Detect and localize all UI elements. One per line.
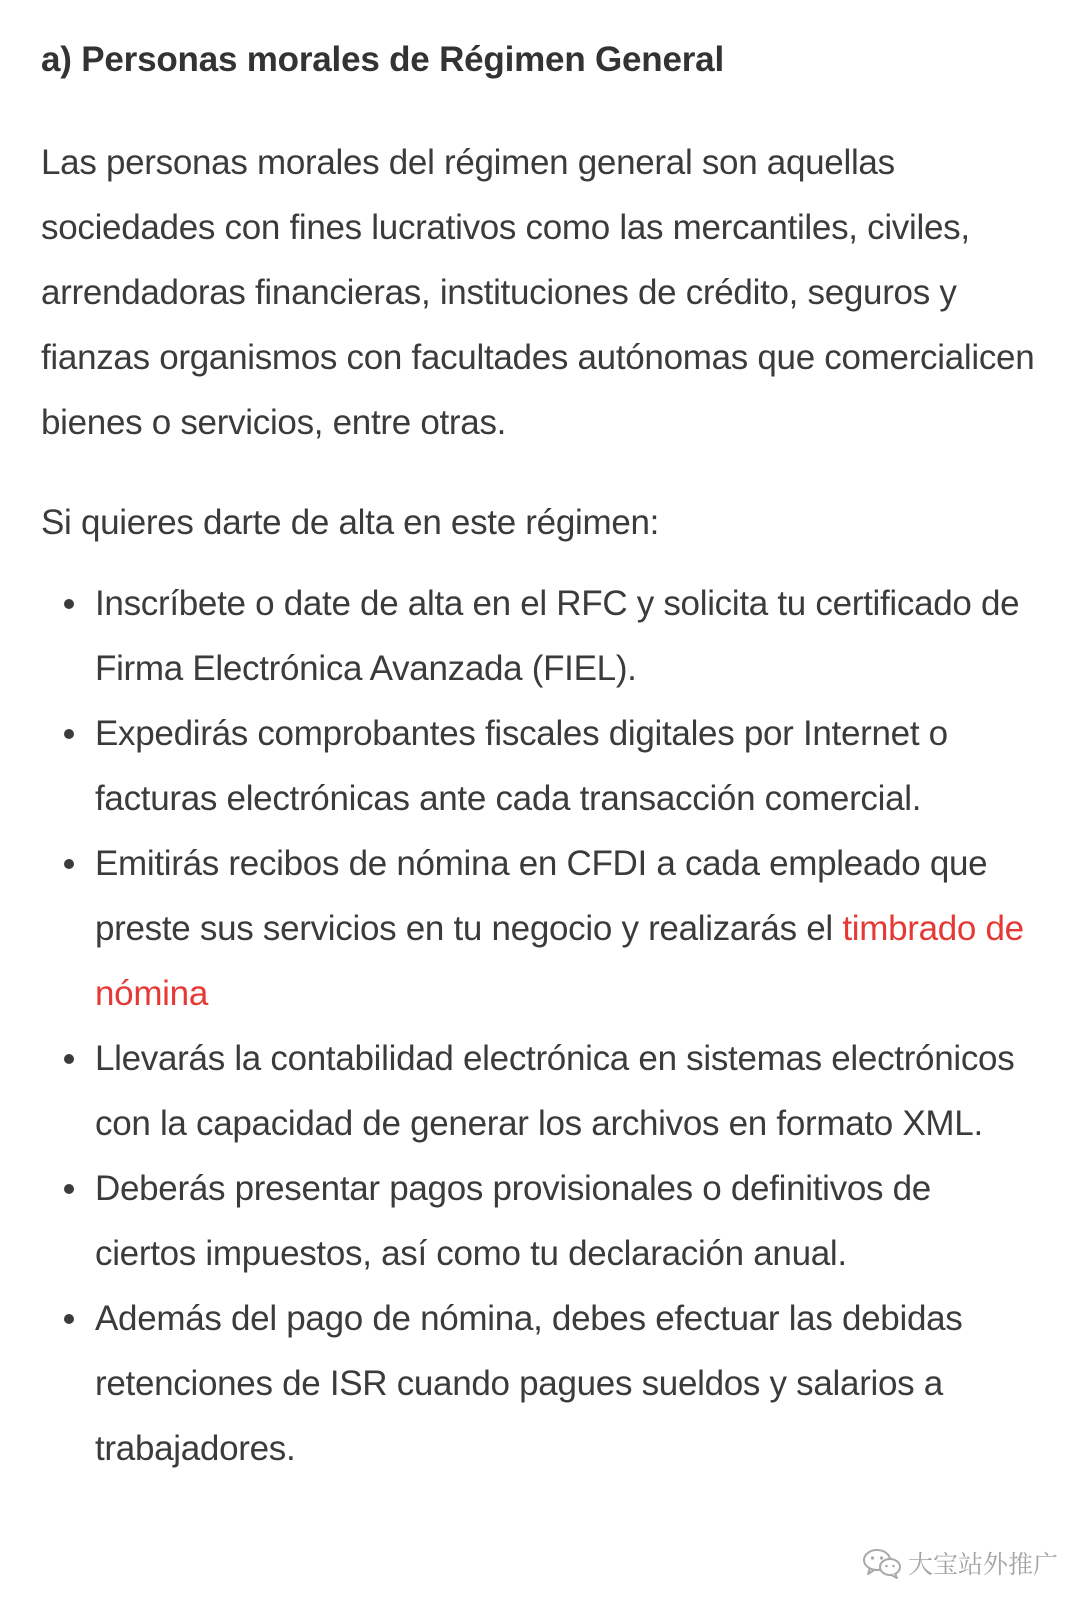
lead-paragraph: Si quieres darte de alta en este régimen: <box>41 503 660 542</box>
list-item-text: Emitirás recibos de nómina en CFDI a cada empleado que preste sus servicios en tu negocio y realizarás el <box>95 844 988 948</box>
list-item <box>41 701 1041 831</box>
list-item <box>41 831 1041 1026</box>
bullet-icon <box>64 599 74 609</box>
list-item <box>41 1026 1041 1156</box>
article-content <box>41 36 1041 1481</box>
requirements-list <box>41 571 1041 1481</box>
list-item-text: Deberás presentar pagos provisionales o definitivos de ciertos impuestos, así como tu declaración anual. <box>95 1169 931 1273</box>
intro-paragraph: Las personas morales del régimen general son aquellas sociedades con fines lucrativos como las mercantiles, civiles, arrendadoras financieras, instituciones de crédito, seguros y fianzas organismos con facultades autónomas que comercialicen bienes o servicios, entre otras. <box>41 143 1035 442</box>
bullet-icon <box>64 729 74 739</box>
watermark <box>862 1545 1058 1581</box>
bullet-icon <box>64 859 74 869</box>
list-item-text: Además del pago de nómina, debes efectuar las debidas retenciones de ISR cuando pagues sueldos y salarios a trabajadores. <box>95 1299 963 1468</box>
watermark-text: 大宝站外推广 <box>907 1551 1058 1579</box>
list-item <box>41 1156 1041 1286</box>
list-item-text: Inscríbete o date de alta en el RFC y solicita tu certificado de Firma Electrónica Avanzada (FIEL). <box>95 584 1020 688</box>
list-item-text: Expedirás comprobantes fiscales digitales por Internet o facturas electrónicas ante cada transacción comercial. <box>95 714 948 818</box>
wechat-icon <box>862 1547 902 1579</box>
bullet-icon <box>64 1314 74 1324</box>
section-heading: a) Personas morales de Régimen General <box>41 40 724 79</box>
timbrado-nomina-link[interactable]: timbrado de nómina <box>95 909 1024 1013</box>
bullet-icon <box>64 1184 74 1194</box>
bullet-icon <box>64 1054 74 1064</box>
list-item <box>41 1286 1041 1481</box>
list-item <box>41 571 1041 701</box>
list-item-text: Llevarás la contabilidad electrónica en sistemas electrónicos con la capacidad de generar los archivos en formato XML. <box>95 1039 1015 1143</box>
